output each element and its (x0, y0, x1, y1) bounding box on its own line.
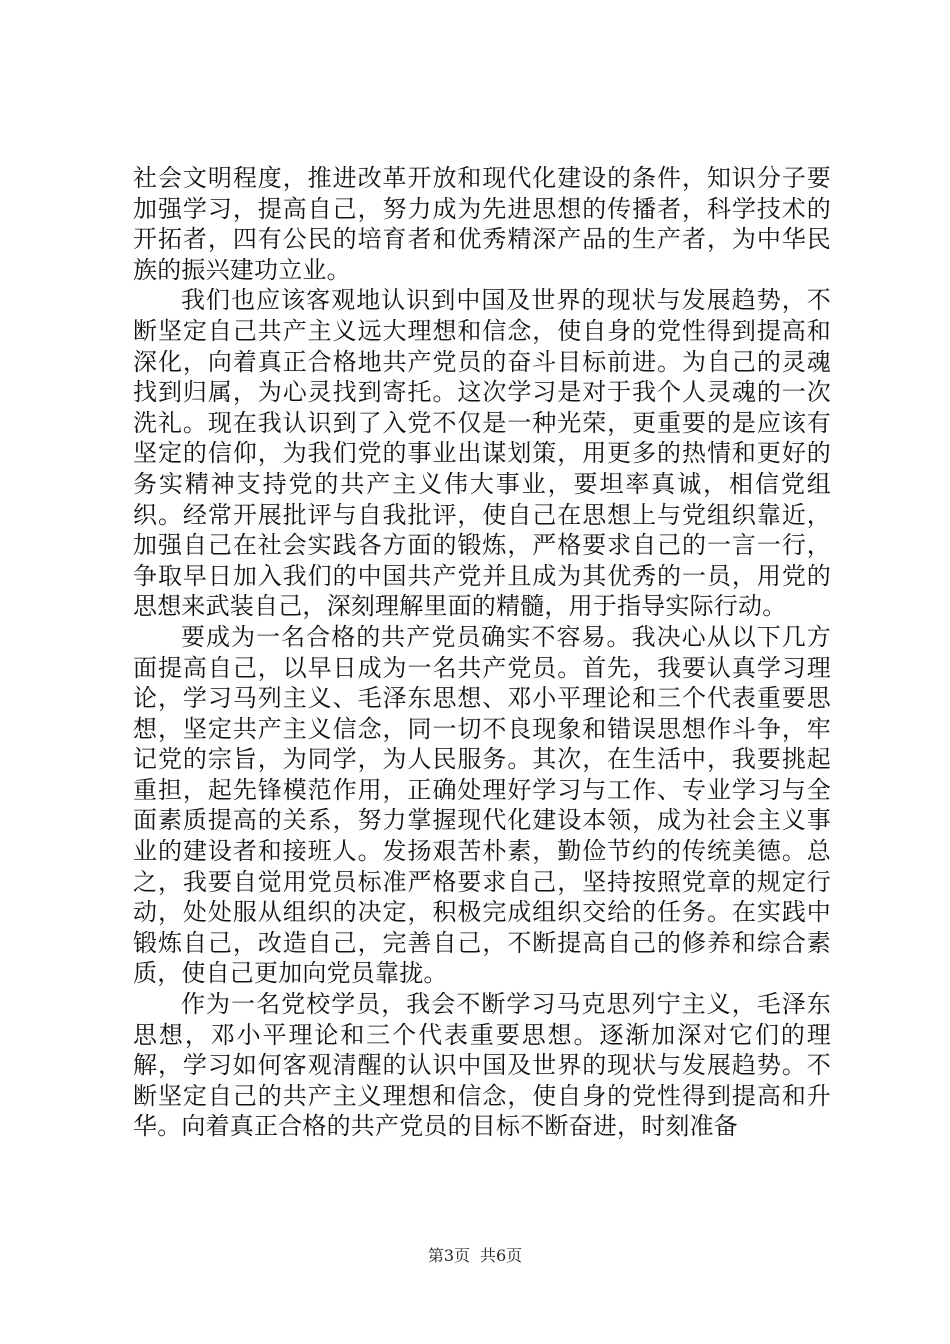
document-body (133, 163, 831, 1142)
paragraph-continuation: 社会文明程度，推进改革开放和现代化建设的条件，知识分子要加强学习，提高自己，努力成为先进思想的传播者，科学技术的开拓者，四有公民的培育者和优秀精深产品的生产者，为中华民族的振兴建功立业。 (133, 164, 831, 284)
paragraph: 要成为一名合格的共产党员确实不容易。我决心从以下几方面提高自己，以早日成为一名共产党员。首先，我要认真学习理论，学习马列主义、毛泽东思想、邓小平理论和三个代表重要思想，坚定共产主义信念，同一切不良现象和错误思想作斗争，牢记党的宗旨，为同学，为人民服务。其次，在生活中，我要挑起重担，起先锋模范作用，正确处理好学习与工作、专业学习与全面素质提高的关系，努力掌握现代化建设本领，成为社会主义事业的建设者和接班人。发扬艰苦朴素，勤俭节约的传统美德。总之，我要自觉用党员标准严格要求自己，坚持按照党章的规定行动，处处服从组织的决定，积极完成组织交给的任务。在实践中锻炼自己，改造自己，完善自己，不断提高自己的修养和综合素质，使自己更加向党员靠拢。 (133, 622, 831, 988)
page-number: 第3页 (427, 1246, 470, 1265)
paragraph: 我们也应该客观地认识到中国及世界的现状与发展趋势，不断坚定自己共产主义远大理想和信念，使自身的党性得到提高和深化，向着真正合格地共产党员的奋斗目标前进。为自己的灵魂找到归属，为心灵找到寄托。这次学习是对于我个人灵魂的一次洗礼。现在我认识到了入党不仅是一种光荣，更重要的是应该有坚定的信仰，为我们党的事业出谋划策，用更多的热情和更好的务实精神支持党的共产主义伟大事业，要坦率真诚，相信党组织。经常开展批评与自我批评，使自己在思想上与党组织靠近，加强自己在社会实践各方面的锻炼，严格要求自己的一言一行，争取早日加入我们的中国共产党并且成为其优秀的一员，用党的思想来武装自己，深刻理解里面的精髓，用于指导实际行动。 (133, 286, 831, 621)
paragraph: 作为一名党校学员，我会不断学习马克思列宁主义，毛泽东思想，邓小平理论和三个代表重要思想。逐渐加深对它们的理解，学习如何客观清醒的认识中国及世界的现状与发展趋势。不断坚定自己的共产主义理想和信念，使自身的党性得到提高和升华。向着真正合格的共产党员的目标不断奋进，时刻准备 (133, 990, 831, 1141)
page-footer (0, 1243, 950, 1266)
page-total: 共6页 (480, 1246, 523, 1265)
